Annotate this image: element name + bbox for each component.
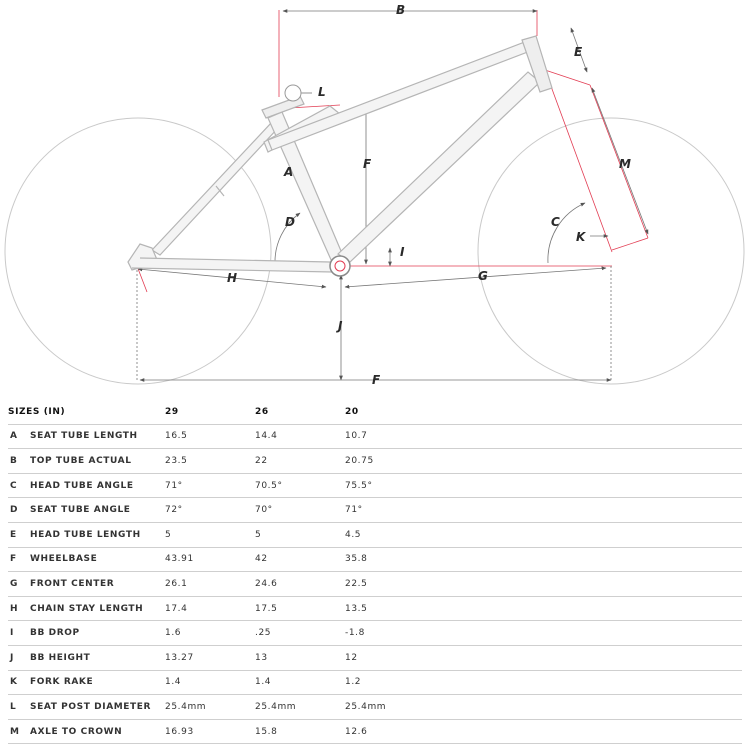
row-value-20: 35.8 (345, 547, 742, 572)
row-value-20: 12.6 (345, 719, 742, 744)
table-row (8, 670, 742, 695)
row-value-20: 75.5° (345, 473, 742, 498)
row-key: H (8, 596, 30, 621)
table-row (8, 498, 742, 523)
row-value-29: 23.5 (165, 449, 255, 474)
label-c: C (551, 215, 560, 229)
table-row (8, 473, 742, 498)
row-key: J (8, 645, 30, 670)
row-value-20: 12 (345, 645, 742, 670)
bike-frame (128, 36, 552, 272)
front-wheel (478, 118, 744, 384)
row-value-26: 24.6 (255, 572, 345, 597)
row-measurement-name: SEAT TUBE LENGTH (30, 424, 165, 449)
table-row (8, 621, 742, 646)
label-g: G (478, 269, 488, 283)
row-value-26: .25 (255, 621, 345, 646)
row-measurement-name: CHAIN STAY LENGTH (30, 596, 165, 621)
table-row (8, 719, 742, 744)
label-k: K (576, 230, 586, 244)
row-value-20: 1.2 (345, 670, 742, 695)
row-key: F (8, 547, 30, 572)
row-value-29: 16.93 (165, 719, 255, 744)
size-29-header: 29 (165, 400, 255, 424)
label-e: E (574, 45, 583, 59)
row-value-29: 26.1 (165, 572, 255, 597)
seat-post-diameter-circle (285, 85, 301, 101)
row-value-20: 20.75 (345, 449, 742, 474)
row-measurement-name: AXLE TO CROWN (30, 719, 165, 744)
bottom-bracket-inner (335, 261, 345, 271)
row-value-26: 13 (255, 645, 345, 670)
table-row (8, 596, 742, 621)
label-b: B (396, 3, 406, 17)
row-value-29: 17.4 (165, 596, 255, 621)
row-key: L (8, 695, 30, 720)
row-value-20: 13.5 (345, 596, 742, 621)
row-measurement-name: SEAT TUBE ANGLE (30, 498, 165, 523)
geometry-table-body (8, 424, 742, 744)
table-row (8, 645, 742, 670)
row-value-20: -1.8 (345, 621, 742, 646)
row-key: C (8, 473, 30, 498)
label-m: M (619, 157, 631, 171)
table-row (8, 449, 742, 474)
row-key: M (8, 719, 30, 744)
row-value-26: 1.4 (255, 670, 345, 695)
row-value-29: 71° (165, 473, 255, 498)
label-l: L (318, 85, 326, 99)
row-measurement-name: BB DROP (30, 621, 165, 646)
row-value-26: 22 (255, 449, 345, 474)
label-f-upper: F (363, 157, 372, 171)
row-value-20: 71° (345, 498, 742, 523)
size-26-header: 26 (255, 400, 345, 424)
row-key: I (8, 621, 30, 646)
row-value-26: 42 (255, 547, 345, 572)
row-value-20: 10.7 (345, 424, 742, 449)
row-value-20: 25.4mm (345, 695, 742, 720)
label-d: D (285, 215, 295, 229)
row-value-26: 5 (255, 522, 345, 547)
table-row (8, 572, 742, 597)
row-value-20: 22.5 (345, 572, 742, 597)
table-row (8, 695, 742, 720)
row-value-26: 25.4mm (255, 695, 345, 720)
row-key: D (8, 498, 30, 523)
label-h: H (227, 271, 238, 285)
row-value-26: 70° (255, 498, 345, 523)
label-a: A (284, 165, 294, 179)
row-value-29: 25.4mm (165, 695, 255, 720)
row-value-26: 17.5 (255, 596, 345, 621)
row-key: G (8, 572, 30, 597)
row-value-29: 5 (165, 522, 255, 547)
row-key: K (8, 670, 30, 695)
row-measurement-name: HEAD TUBE LENGTH (30, 522, 165, 547)
row-value-26: 14.4 (255, 424, 345, 449)
row-value-20: 4.5 (345, 522, 742, 547)
row-measurement-name: FRONT CENTER (30, 572, 165, 597)
size-20-header: 20 (345, 400, 742, 424)
row-value-29: 72° (165, 498, 255, 523)
geometry-table (8, 400, 742, 744)
row-measurement-name: HEAD TUBE ANGLE (30, 473, 165, 498)
row-key: B (8, 449, 30, 474)
row-value-29: 1.4 (165, 670, 255, 695)
row-value-29: 1.6 (165, 621, 255, 646)
table-row (8, 424, 742, 449)
row-measurement-name: TOP TUBE ACTUAL (30, 449, 165, 474)
table-header-row (8, 400, 742, 424)
row-value-29: 13.27 (165, 645, 255, 670)
reference-lines (137, 10, 648, 292)
row-key: E (8, 522, 30, 547)
row-value-26: 70.5° (255, 473, 345, 498)
label-i: I (400, 245, 405, 259)
label-f-lower: F (372, 373, 381, 387)
label-j: J (338, 319, 343, 333)
row-value-26: 15.8 (255, 719, 345, 744)
row-value-29: 43.91 (165, 547, 255, 572)
sizes-header: SIZES (IN) (8, 400, 165, 424)
table-row (8, 522, 742, 547)
row-measurement-name: BB HEIGHT (30, 645, 165, 670)
row-key: A (8, 424, 30, 449)
row-value-29: 16.5 (165, 424, 255, 449)
row-measurement-name: FORK RAKE (30, 670, 165, 695)
row-measurement-name: SEAT POST DIAMETER (30, 695, 165, 720)
table-row (8, 547, 742, 572)
row-measurement-name: WHEELBASE (30, 547, 165, 572)
